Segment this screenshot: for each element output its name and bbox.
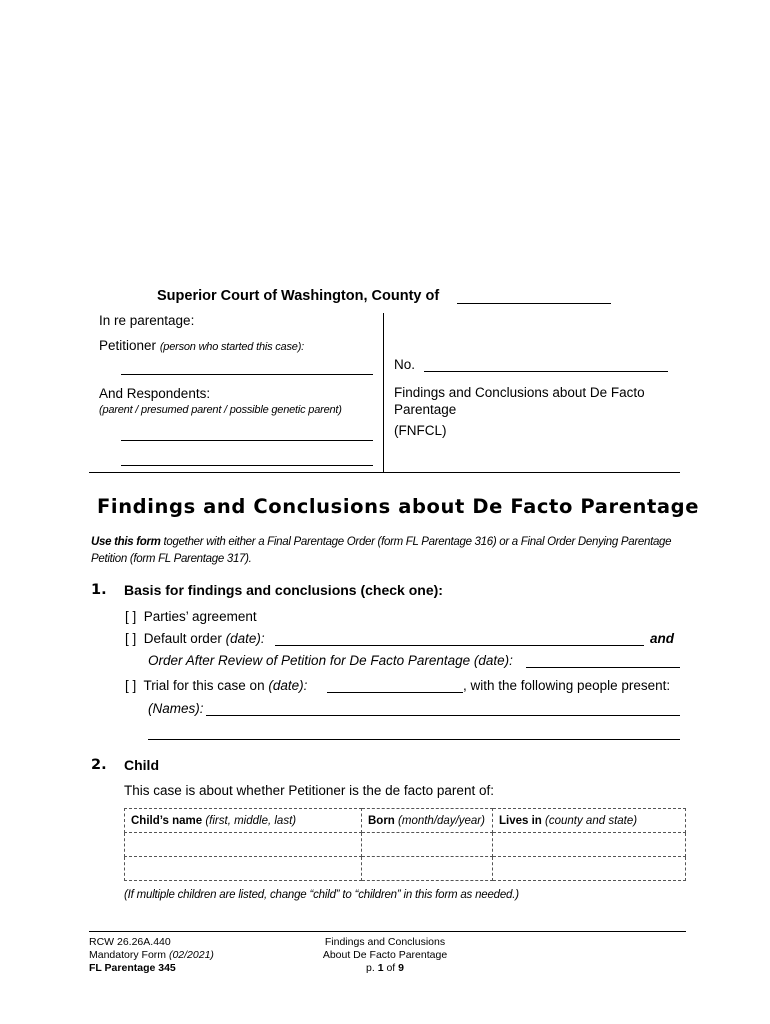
section-1-number: 1. <box>91 582 107 598</box>
option-parties-agreement[interactable] <box>125 609 257 624</box>
default-order-date-line[interactable] <box>275 631 644 646</box>
footer-center-line-2: About De Facto Parentage <box>322 949 448 961</box>
petitioner-hint: (person who started this case): <box>159 341 305 353</box>
date-hint: (date): <box>225 631 265 646</box>
children-note: (If multiple children are listed, change “child” to “children” in this form as needed.) <box>124 889 519 901</box>
header-child-name: Child’s name (first, middle, last) <box>125 809 362 833</box>
court-title: Superior Court of Washington, County of <box>157 288 440 304</box>
trial-date-line[interactable] <box>327 678 463 693</box>
petitioner-name-line[interactable] <box>121 360 373 375</box>
date-hint: (date): <box>268 678 308 693</box>
respondents-hint: (parent / presumed parent / possible genetic parent) <box>99 404 342 416</box>
caption-bottom-rule <box>89 472 680 473</box>
option-label: Trial for this case on <box>143 678 265 693</box>
child-name-cell[interactable] <box>125 857 362 881</box>
trial-tail: , with the following people present: <box>463 678 671 693</box>
and-word: and <box>650 631 675 646</box>
respondent-name-line-2[interactable] <box>121 451 373 466</box>
use-note <box>91 534 691 568</box>
option-trial[interactable] <box>125 678 307 693</box>
born-cell[interactable] <box>362 857 493 881</box>
use-note-rest: together with either a Final Parentage Order (form FL Parentage 316) or a Final Order Denying Parentage Petition (form FL Parentage 317). <box>91 536 672 565</box>
footer-rcw: RCW 26.26A.440 <box>89 936 171 948</box>
option-label: Parties’ agreement <box>143 609 257 624</box>
option-label: Default order <box>143 631 222 646</box>
case-no-label: No. <box>394 357 416 372</box>
page-title: Findings and Conclusions about De Facto Parentage <box>97 495 700 518</box>
checkbox[interactable]: [ ] <box>125 609 137 624</box>
doc-name-line-2: Parentage <box>394 402 457 417</box>
footer-rule <box>89 931 686 932</box>
header-lives-in: Lives in (county and state) <box>493 809 686 833</box>
names-hint: (Names): <box>148 701 204 716</box>
in-re-label: In re parentage: <box>99 313 195 328</box>
names-line-1[interactable] <box>206 701 680 716</box>
order-after-review-label: Order After Review of Petition for De Facto Parentage (date): <box>148 653 513 668</box>
section-2-intro: This case is about whether Petitioner is the de facto parent of: <box>124 783 494 798</box>
table-row <box>125 833 686 857</box>
doc-name-line-1: Findings and Conclusions about De Facto <box>394 385 645 400</box>
section-2-number: 2. <box>91 757 107 773</box>
section-2-heading: Child <box>124 757 159 773</box>
footer-mandatory: Mandatory Form (02/2021) <box>89 949 214 961</box>
respondent-name-line-1[interactable] <box>121 426 373 441</box>
respondents-label: And Respondents: <box>99 386 211 401</box>
option-default-order[interactable] <box>125 631 265 646</box>
footer-center-line-1: Findings and Conclusions <box>324 936 446 948</box>
caption-divider <box>383 313 384 473</box>
table-row <box>125 857 686 881</box>
page-number: p. 1 of 9 <box>366 962 404 974</box>
table-header-row <box>125 809 686 833</box>
checkbox[interactable]: [ ] <box>125 678 137 693</box>
names-line-2[interactable] <box>148 725 680 740</box>
checkbox[interactable]: [ ] <box>125 631 137 646</box>
section-1-heading: Basis for findings and conclusions (check one): <box>124 582 443 598</box>
order-after-review-date-line[interactable] <box>526 653 680 668</box>
born-cell[interactable] <box>362 833 493 857</box>
lives-in-cell[interactable] <box>493 857 686 881</box>
children-table <box>124 808 686 881</box>
case-number-line[interactable] <box>424 357 668 372</box>
doc-code: (FNFCL) <box>394 423 447 438</box>
lives-in-cell[interactable] <box>493 833 686 857</box>
footer-center <box>300 936 470 975</box>
footer-left <box>89 936 214 975</box>
use-note-lead: Use this form <box>91 536 161 548</box>
county-line[interactable] <box>457 289 611 304</box>
header-born: Born (month/day/year) <box>362 809 493 833</box>
child-name-cell[interactable] <box>125 833 362 857</box>
footer-form-id: FL Parentage 345 <box>89 962 176 974</box>
petitioner-label: Petitioner (person who started this case): <box>99 338 305 353</box>
